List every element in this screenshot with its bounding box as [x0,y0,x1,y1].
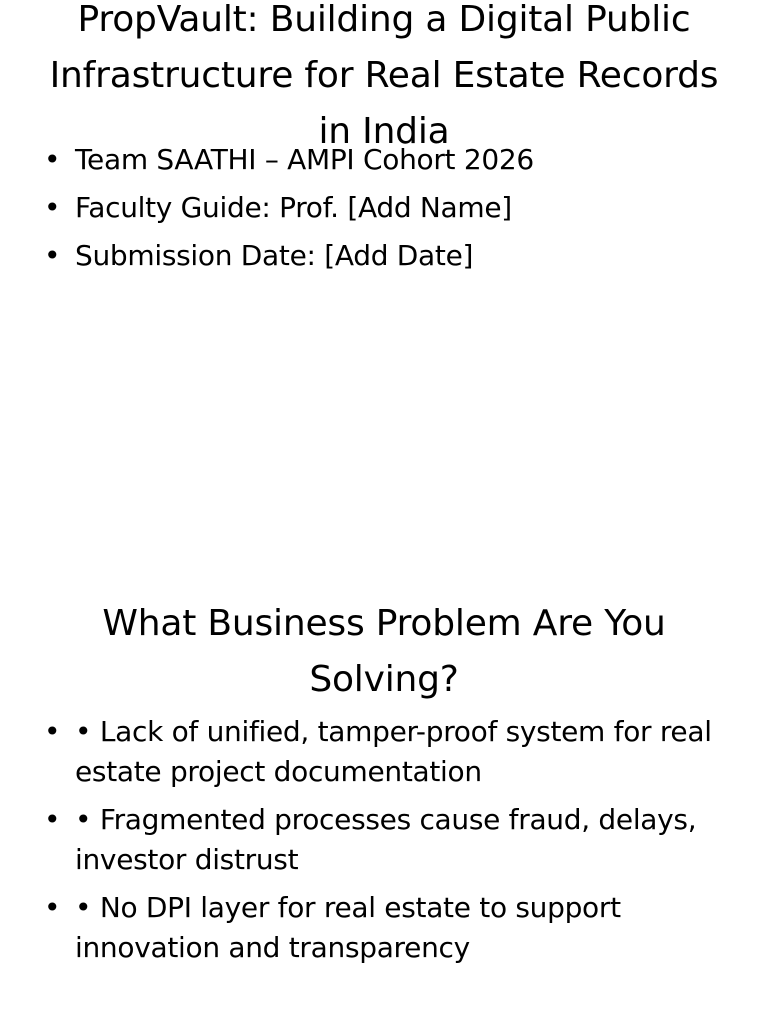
bullet-text: Submission Date: [Add Date] [75,239,474,272]
slide-title: What Business Problem Are You Solving? [102,603,666,700]
bullet-marker: • [44,191,61,224]
bullet-text: • No DPI layer for real estate to support innovation and transparency [75,891,621,964]
bullet-marker: • [44,891,61,924]
bullet-marker: • [44,143,61,176]
bullet-marker: • [44,239,61,272]
bullet-text: • Fragmented processes cause fraud, delays, investor distrust [75,803,697,876]
bullet-text: Faculty Guide: Prof. [Add Name] [75,191,512,224]
slide-title: PropVault: Building a Digital Public Infrastructure for Real Estate Records in India [49,0,719,152]
bullet-text: Team SAATHI – AMPI Cohort 2026 [75,143,534,176]
bullet-text: • Lack of unified, tamper-proof system for real estate project documentation [75,715,712,788]
bullet-marker: • [44,715,61,748]
bullet-marker: • [44,803,61,836]
